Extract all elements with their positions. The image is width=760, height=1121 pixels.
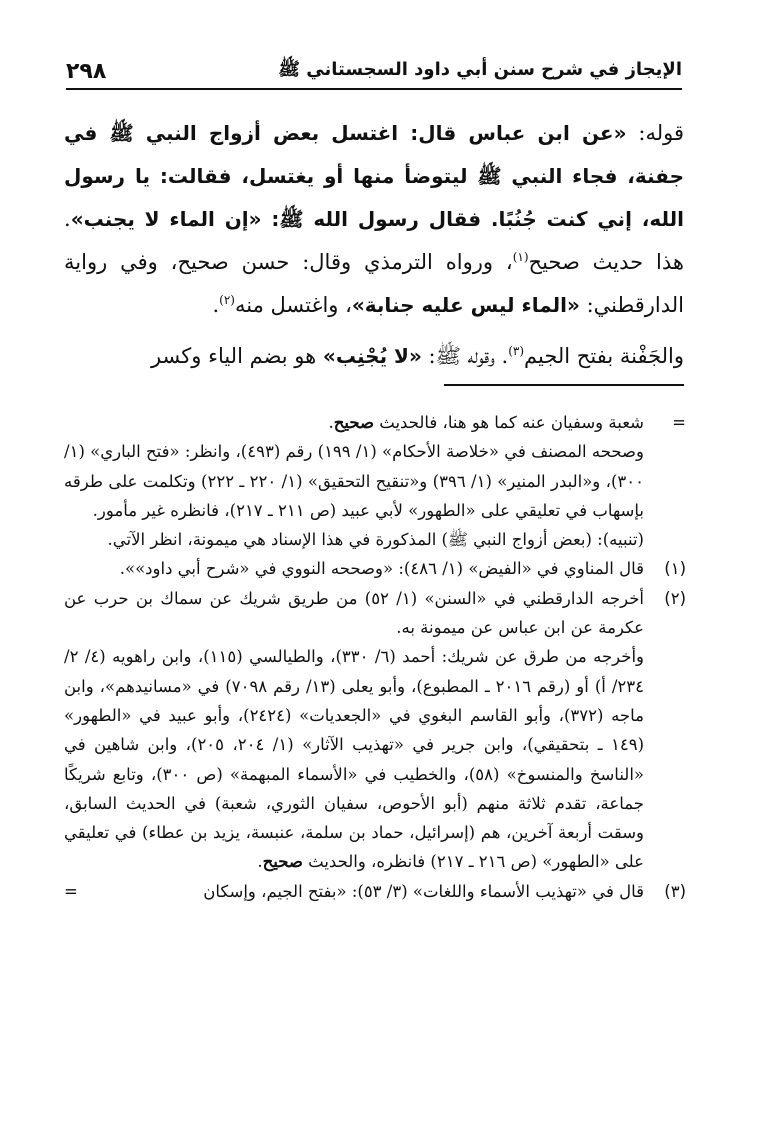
page-number: ٢٩٨ <box>66 59 107 84</box>
footnote-marker: (١) <box>664 559 686 579</box>
continues-marker: = <box>64 881 78 901</box>
main-paragraph-1: قوله: «عن ابن عباس قال: اغتسل بعض أزواج النبي ﷺ في جفنة، فجاء النبي ﷺ ليتوضأ منها أو يغتسل، فقالت: يا رسول الله، إني كنت جُنُبًا. فقال رسول الله ﷺ: «إن الماء لا يجنب». هذا حديث صحيح$^{(١)}$، ورواه الترمذي وقال: حسن صحيح، وفي رواية الدارقطني: «الماء ليس عليه جنابة»، واغتسل منه$^{(٢)}$. <box>64 121 684 317</box>
hadith-quote: «عن ابن عباس قال: اغتسل بعض أزواج النبي ﷺ في جفنة، فجاء النبي ﷺ ليتوضأ منها أو يغتسل، فقالت: يا رسول الله، إني كنت جُنُبًا. فقال رسول الله ﷺ: «إن الماء لا يجنب» <box>64 121 684 231</box>
footnote-marker: (٣) <box>664 881 686 901</box>
running-title: الإيجاز في شرح سنن أبي داود السجستاني ﷺ <box>278 59 682 80</box>
footnote-ref-3[interactable]: (٣) <box>508 344 525 358</box>
footnote-separator <box>444 384 684 386</box>
daraqutni-quote: «الماء ليس عليه جنابة» <box>351 293 580 317</box>
footnote-3: (٣) قال في «تهذيب الأسماء واللغات» (٣/ ٥٣): «بفتح الجيم، وإسكان = <box>64 877 686 906</box>
main-paragraph-2: والجَفْنة بفتح الجيم$^{(٣)}$. وقوله ﷺ: «لا يُجْنِب» هو بضم الياء وكسر <box>150 344 684 368</box>
main-text <box>64 112 684 378</box>
footnote-marker: (٢) <box>664 588 686 608</box>
footnote-2: (٢) أخرجه الدارقطني في «السنن» (١/ ٥٢) من طريق شريك عن سماك بن حرب عن عكرمة عن ابن عباس عن ميمونة به. وأخرجه من طرق عن شريك: أحمد (٦/ ٣٣٠)، والطيالسي (١١٥)، وابن راهويه (٤/ ٢/ ٢٣٤/ أ) أو (رقم ٢٠١٦ ـ المطبوع)، وأبو يعلى (١٣/ رقم ٧٠٩٨) في «مسانيدهم»، وابن ماجه (٣٧٢)، وأبو القاسم البغوي في «الجعديات» (٢٤٢٤)، وأبو عبيد في «الطهور» (١٤٩ ـ بتحقيقي)، وابن جرير في «تهذيب الآثار» (١/ ٢٠٤، ٢٠٥)، وابن شاهين في «الناسخ والمنسوخ» (٥٨)، والخطيب في «الأسماء المبهمة» (ص ٣٠٠)، وتابع شريكًا جماعة، تقدم ثلاثة منهم (أبو الأحوص، سفيان الثوري، شعبة) في الحديث السابق، وسقت أربعة آخرين، هم (إسرائيل، حماد بن سلمة، عنبسة، يزيد بن عطاء) في تعليقي على «الطهور» (ص ٢١٦ ـ ٢١٧) فانظره، والحديث صحيح. <box>64 584 686 877</box>
page-header <box>66 56 682 90</box>
footnote-ref-1[interactable]: (١) <box>512 250 529 264</box>
footnote-ref-2[interactable]: (٢) <box>219 293 235 307</box>
footnotes <box>64 408 686 906</box>
continuation-marker: = <box>672 413 686 432</box>
la-yujnib-quote: «لا يُجْنِب» <box>322 344 422 368</box>
footnote-1: (١) قال المناوي في «الفيض» (١/ ٤٨٦): «وصححه النووي في «شرح أبي داود»». <box>64 554 686 583</box>
footnote-continuation: = شعبة وسفيان عنه كما هو هنا، فالحديث صحيح. وصححه المصنف في «خلاصة الأحكام» (١/ ١٩٩) رقم (٤٩٣)، وانظر: «فتح الباري» (١/ ٣٠٠)، و«البدر المنير» (١/ ٣٩٦) و«تنقيح التحقيق» (١/ ٢٢٠ ـ ٢٢٢) وتكلمت على طرقه بإسهاب في تعليقي على «الطهور» لأبي عبيد (ص ٢١١ ـ ٢١٧)، فانظره غير مأمور. (تنبيه): (بعض أزواج النبي ﷺ) المذكورة في هذا الإسناد هي ميمونة، انظر الآتي. <box>64 408 686 554</box>
